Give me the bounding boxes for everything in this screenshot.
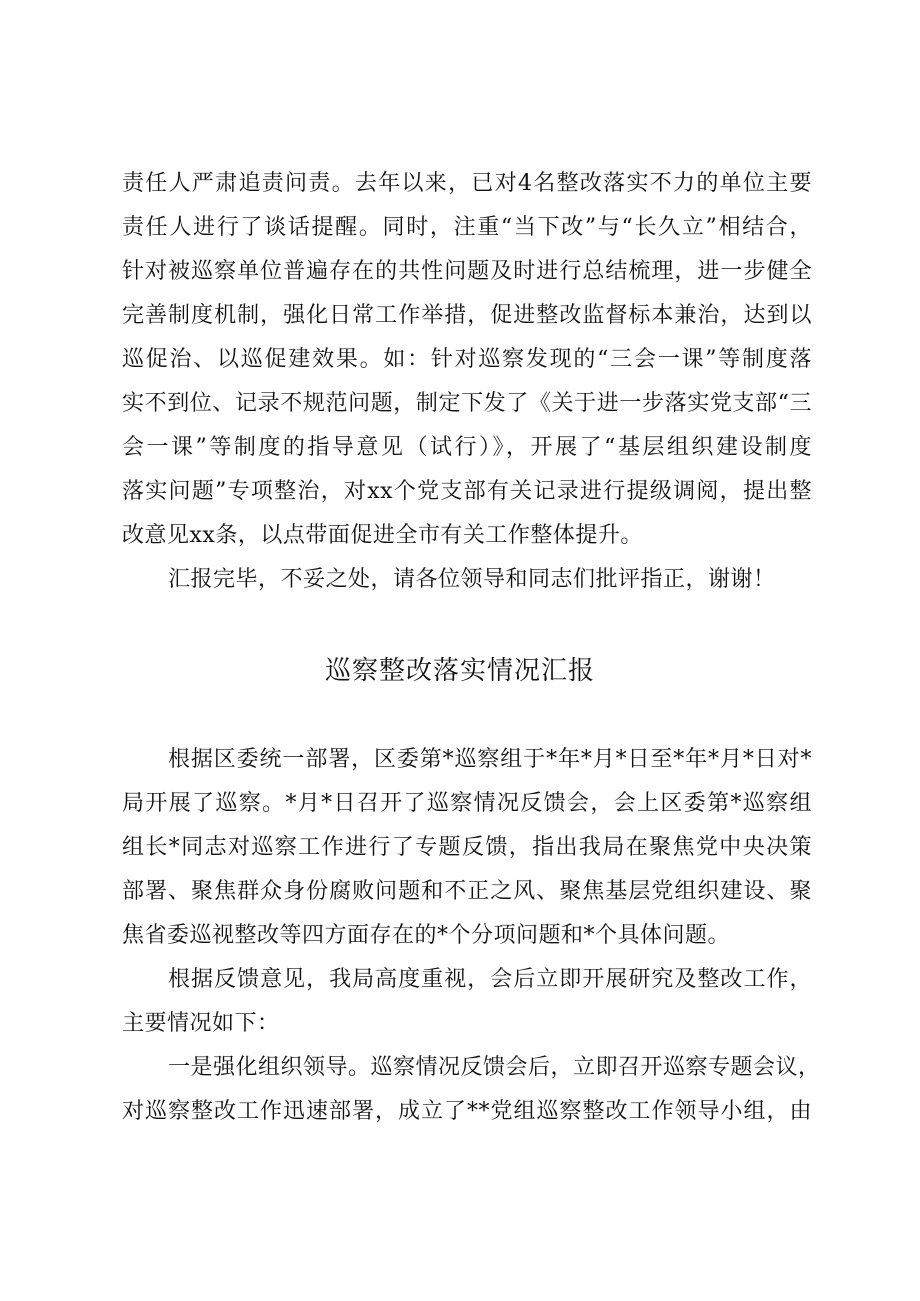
paragraph-line: 主要情况如下： xyxy=(122,1011,280,1036)
paragraph-line: 根据区委统一部署，区委第*巡察组于*年*月*日至*年*月*日对* xyxy=(168,747,812,772)
paragraph-line: 对巡察整改工作迅速部署，成立了**党组巡察整改工作领导小组，由 xyxy=(122,1099,812,1124)
paragraph-line: 实不到位、记录不规范问题，制定下发了《关于进一步落实党支部“三 xyxy=(122,391,812,416)
paragraph-line: 根据反馈意见，我局高度重视，会后立即开展研究及整改工作， xyxy=(168,967,812,992)
paragraph-line: 组长*同志对巡察工作进行了专题反馈，指出我局在聚焦党中央决策 xyxy=(122,835,812,860)
paragraph-line: 完善制度机制，强化日常工作举措，促进整改监督标本兼治，达到以 xyxy=(122,303,812,328)
paragraph-line: 改意见xx条，以点带面促进全市有关工作整体提升。 xyxy=(122,523,643,548)
paragraph-line: 针对被巡察单位普遍存在的共性问题及时进行总结梳理，进一步健全 xyxy=(122,259,812,284)
paragraph-line: 落实问题”专项整治，对xx个党支部有关记录进行提级调阅，提出整 xyxy=(122,479,812,504)
closing-line: 汇报完毕，不妥之处，请各位领导和同志们批评指正，谢谢！ xyxy=(168,567,776,592)
paragraph-line: 会一课”等制度的指导意见（试行）》，开展了“基层组织建设制度 xyxy=(122,435,812,460)
paragraph-line: 焦省委巡视整改等四方面存在的*个分项问题和*个具体问题。 xyxy=(122,923,731,948)
paragraph-line: 巡促治、以巡促建效果。如：针对巡察发现的“三会一课”等制度落 xyxy=(122,347,812,372)
paragraph-line: 一是强化组织领导。巡察情况反馈会后，立即召开巡察专题会议， xyxy=(168,1055,821,1080)
paragraph-line: 局开展了巡察。*月*日召开了巡察情况反馈会，会上区委第*巡察组 xyxy=(122,791,812,816)
paragraph-line: 部署、聚焦群众身份腐败问题和不正之风、聚焦基层党组织建设、聚 xyxy=(122,879,812,904)
paragraph-line: 责任人严肃追责问责。去年以来，已对4名整改落实不力的单位主要 xyxy=(122,171,812,196)
paragraph-line: 责任人进行了谈话提醒。同时，注重“当下改”与“长久立”相结合， xyxy=(122,215,812,240)
document-title: 巡察整改落实情况汇报 xyxy=(324,656,595,686)
